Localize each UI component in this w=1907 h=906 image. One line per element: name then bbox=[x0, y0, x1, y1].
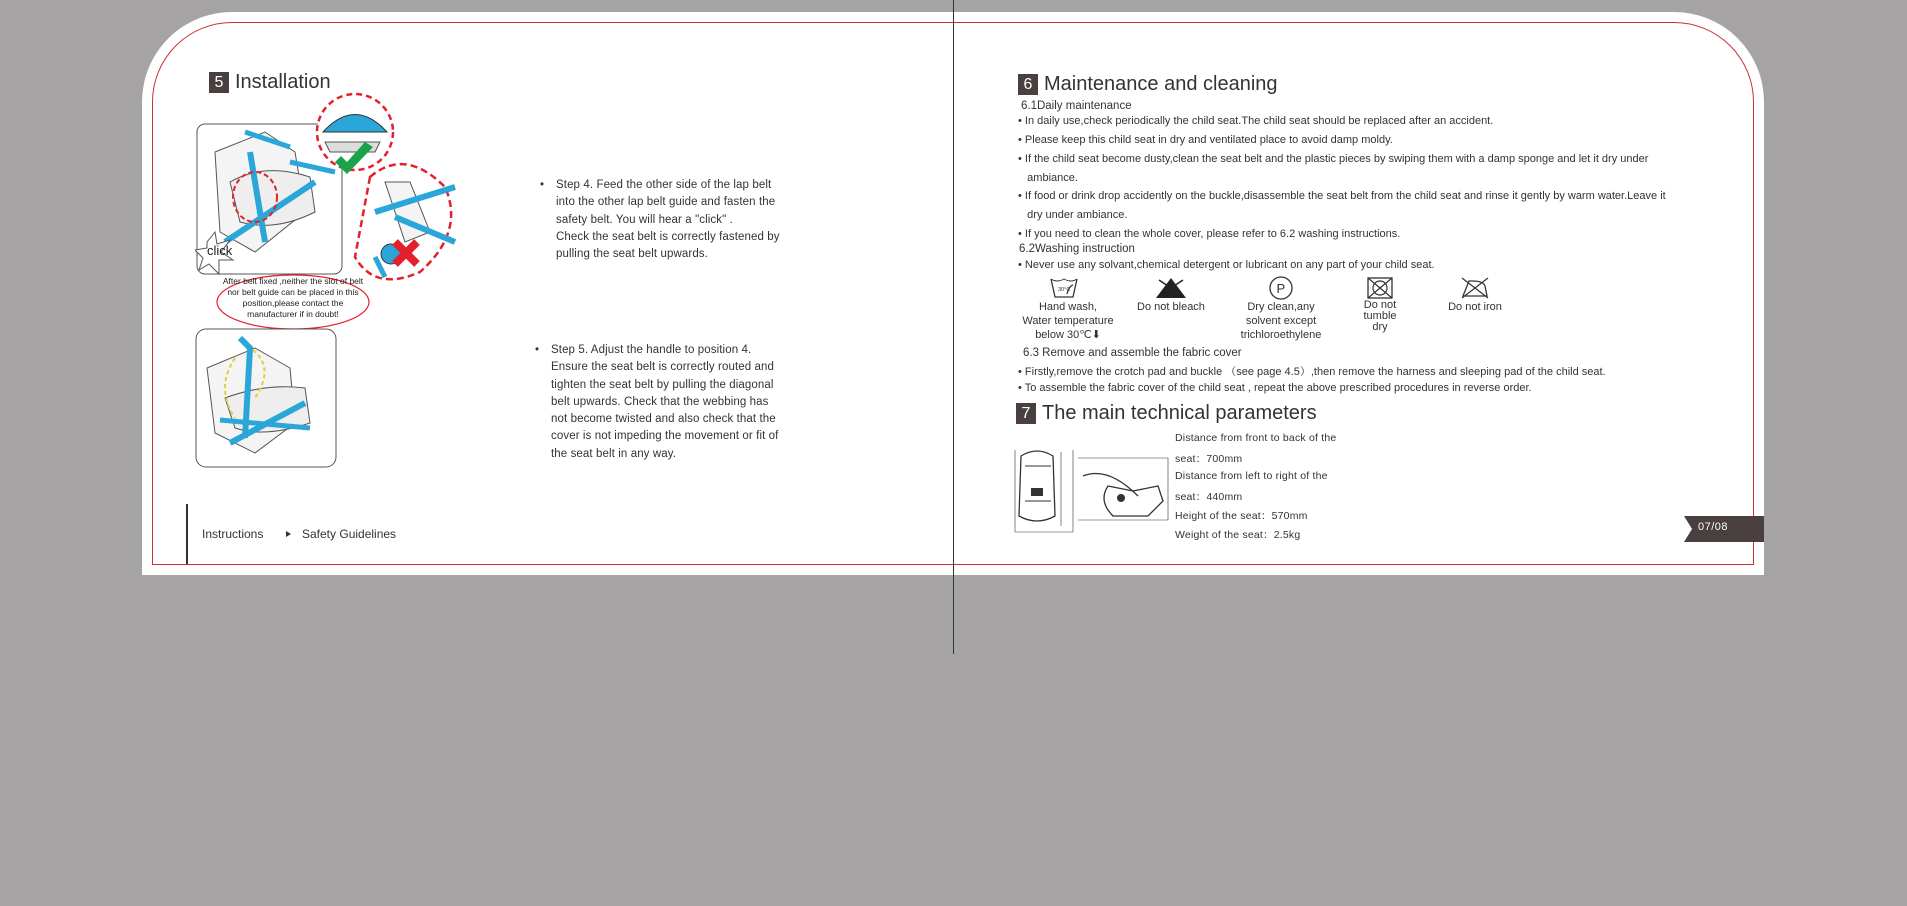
step-5-line: the seat belt in any way. bbox=[551, 447, 677, 460]
step-5-line: Step 5. Adjust the handle to position 4. bbox=[551, 344, 752, 356]
no-bleach-icon bbox=[1153, 276, 1189, 300]
click-label: click bbox=[207, 243, 233, 258]
page-number-badge bbox=[1684, 516, 1764, 542]
daily-item: • If the child seat become dusty,clean the seat belt and the plastic pieces by swiping them with a damp sponge and let it dry under bbox=[1018, 153, 1649, 165]
daily-item: • Please keep this child seat in dry and ventilated place to avoid damp moldy. bbox=[1018, 134, 1393, 146]
hand-wash-icon bbox=[1049, 276, 1079, 300]
step-4-text bbox=[540, 177, 780, 263]
assemble-heading: 6.3 Remove and assemble the fabric cover bbox=[1023, 347, 1242, 359]
footer-safety-guidelines: Safety Guidelines bbox=[302, 527, 397, 541]
wash-line: dry bbox=[1372, 321, 1388, 333]
footer-vertical-rule bbox=[186, 504, 188, 564]
note-line: nor belt guide can be placed in this bbox=[227, 287, 359, 297]
no-tumble-dry-label bbox=[1345, 300, 1415, 333]
param-line: seat：700mm bbox=[1175, 453, 1243, 465]
step-5-line: not become twisted and also check that the bbox=[551, 413, 776, 426]
section-5-number: 5 bbox=[209, 72, 229, 93]
param-line: seat：440mm bbox=[1175, 491, 1243, 503]
section-5-title bbox=[209, 71, 331, 94]
section-6-title bbox=[1018, 73, 1278, 96]
daily-item: • If food or drink drop accidently on the buckle,disassemble the seat belt from the child seat and rinse it gently by warm water.Leave it bbox=[1018, 190, 1666, 202]
section-7-number: 7 bbox=[1016, 403, 1036, 424]
step-4-line: Check the seat belt is correctly fastened by bbox=[556, 230, 780, 243]
seat-dimension-drawing bbox=[1013, 446, 1171, 540]
step-4-line: Step 4. Feed the other side of the lap belt bbox=[556, 179, 772, 191]
step-4-line: into the other lap belt guide and fasten the bbox=[556, 196, 776, 209]
step-5-line: tighten the seat belt by pulling the diagonal bbox=[551, 378, 774, 391]
installation-illustration-step5 bbox=[195, 328, 340, 470]
assemble-item: • Firstly,remove the crotch pad and buckle （see page 4.5）,then remove the harness and sleeping pad of the child seat. bbox=[1018, 366, 1606, 378]
daily-item: ambiance. bbox=[1018, 172, 1078, 184]
param-line: Distance from left to right of the bbox=[1175, 470, 1328, 482]
no-iron-icon bbox=[1459, 276, 1491, 300]
page-spine-divider bbox=[953, 0, 954, 654]
section-6-label: Maintenance and cleaning bbox=[1044, 73, 1278, 95]
param-line: Height of the seat：570mm bbox=[1175, 510, 1308, 522]
daily-item: • In daily use,check periodically the child seat.The child seat should be replaced after an accident. bbox=[1018, 115, 1494, 127]
wash-line: trichloroethylene bbox=[1240, 329, 1322, 341]
dry-clean-glyph: P bbox=[1276, 281, 1286, 296]
assemble-item: • To assemble the fabric cover of the child seat , repeat the above prescribed procedures in reverse order. bbox=[1018, 382, 1532, 394]
note-line: manufacturer if in doubt! bbox=[247, 309, 339, 319]
section-5-label: Installation bbox=[235, 71, 331, 93]
param-line: Weight of the seat：2.5kg bbox=[1175, 529, 1301, 541]
param-line: Distance from front to back of the bbox=[1175, 432, 1337, 444]
washing-note: • Never use any solvant,chemical detergent or lubricant on any part of your child seat. bbox=[1018, 259, 1435, 271]
wash-line: Do not bbox=[1363, 299, 1397, 311]
step-4-line: pulling the seat belt upwards. bbox=[556, 248, 708, 261]
page-number: 07/08 bbox=[1698, 521, 1729, 533]
footer-instructions: Instructions bbox=[202, 527, 264, 541]
daily-item: dry under ambiance. bbox=[1018, 209, 1128, 221]
wash-line: Dry clean,any bbox=[1247, 301, 1315, 313]
step-5-line: cover is not impeding the movement or fit of bbox=[551, 430, 779, 443]
no-bleach-label: Do not bleach bbox=[1137, 301, 1205, 313]
section-7-title bbox=[1016, 402, 1317, 425]
note-line: position,please contact the bbox=[242, 298, 344, 308]
no-iron-label: Do not iron bbox=[1448, 301, 1502, 313]
wash-line: Hand wash, bbox=[1038, 301, 1098, 313]
dry-clean-label bbox=[1231, 300, 1331, 342]
note-line: After belt fixed ,neither the slot of belt bbox=[222, 276, 364, 286]
section-7-label: The main technical parameters bbox=[1042, 402, 1317, 424]
step-5-line: belt upwards. Check that the webbing has bbox=[551, 395, 769, 408]
daily-maintenance-heading: 6.1Daily maintenance bbox=[1021, 100, 1132, 112]
dry-clean-p-icon bbox=[1268, 275, 1294, 301]
washing-heading: 6.2Washing instruction bbox=[1019, 243, 1135, 255]
no-tumble-dry-icon bbox=[1365, 276, 1395, 300]
footer-arrow-icon bbox=[286, 531, 291, 537]
wash-line: Water temperature bbox=[1022, 315, 1114, 327]
section-6-number: 6 bbox=[1018, 74, 1038, 95]
hand-wash-label bbox=[1013, 300, 1123, 342]
step-4-bullet: • bbox=[540, 179, 545, 191]
wash-line: below 30℃⬇ bbox=[1035, 329, 1101, 341]
step-5-bullet: • bbox=[535, 344, 540, 356]
step-4-line: safety belt. You will hear a "click" . bbox=[556, 213, 733, 226]
wash-line: solvent except bbox=[1245, 315, 1317, 327]
wash-line: tumble bbox=[1363, 310, 1397, 322]
hand-wash-temp: 30°C bbox=[1058, 287, 1071, 293]
step-5-text bbox=[535, 342, 779, 463]
installation-warning-note bbox=[218, 276, 368, 320]
daily-item: • If you need to clean the whole cover, please refer to 6.2 washing instructions. bbox=[1018, 228, 1401, 240]
step-5-line: Ensure the seat belt is correctly routed and bbox=[551, 361, 775, 374]
